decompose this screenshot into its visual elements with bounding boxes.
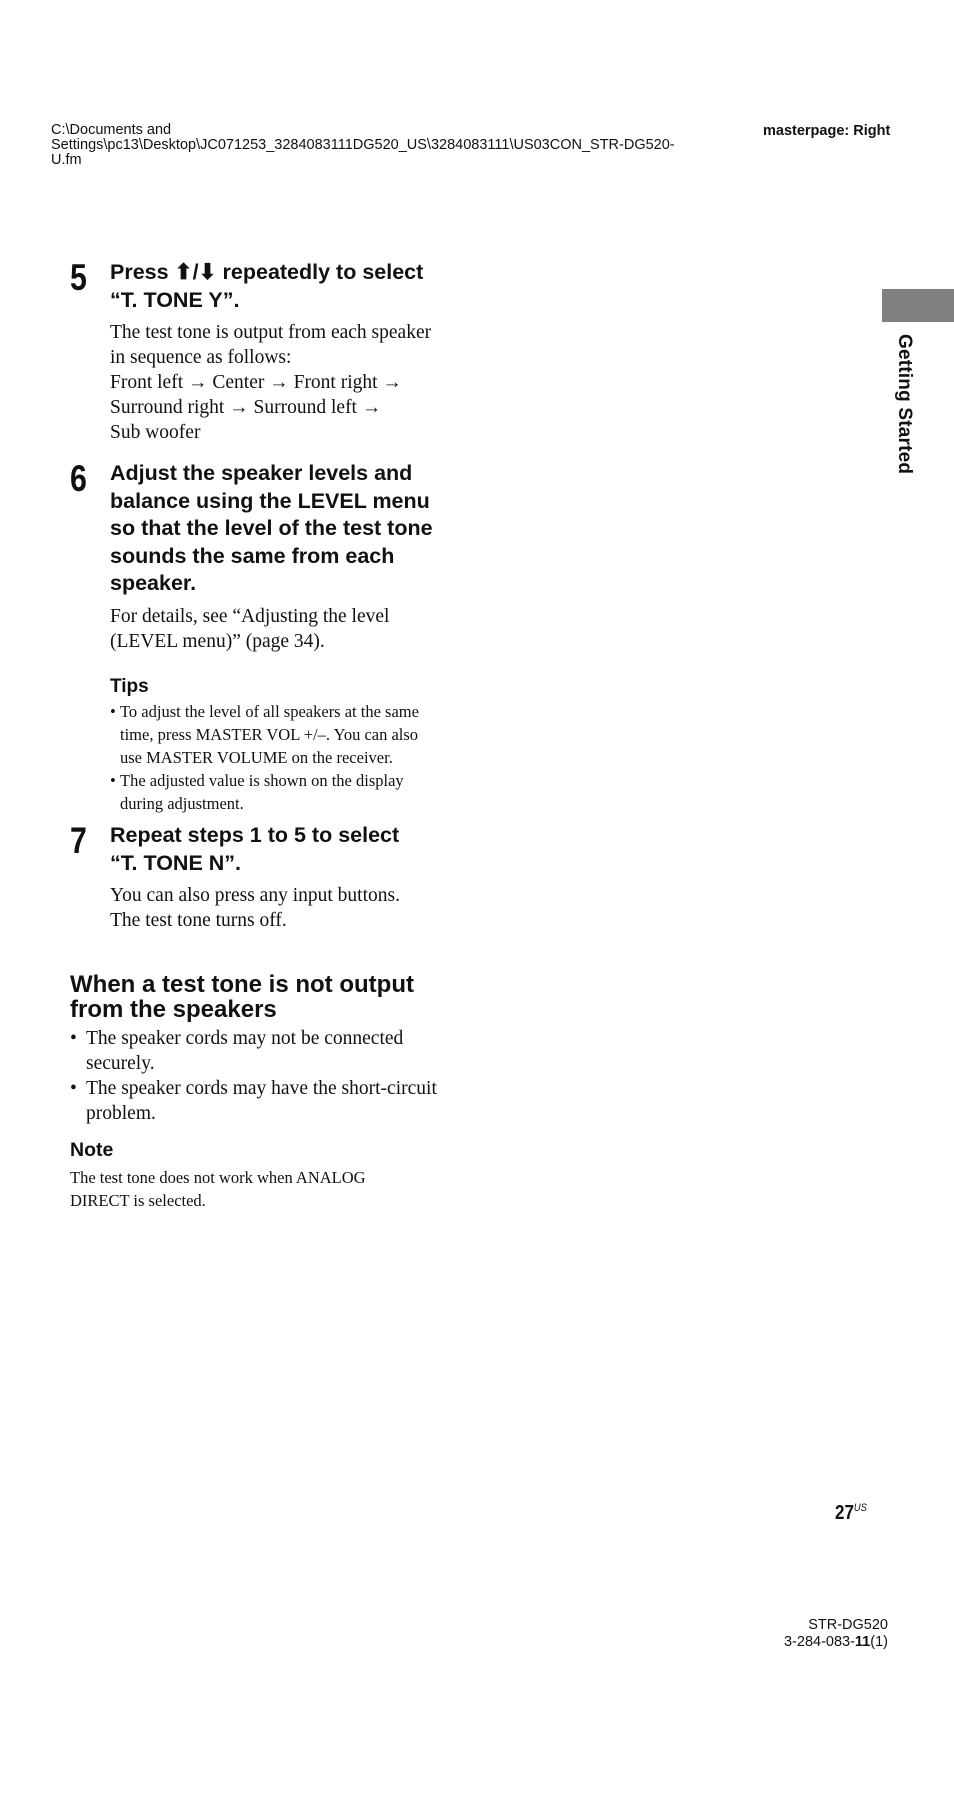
step-title-line: “T. TONE N”. — [110, 850, 242, 875]
step-body-line: Front left → Center → Front right → — [110, 372, 402, 393]
section-tab-label: Getting Started — [894, 334, 915, 475]
step-body-line: in sequence as follows: — [110, 347, 292, 368]
footer — [784, 1617, 888, 1651]
footer-model: STR-DG520 — [808, 1617, 888, 1633]
masterpage-label: masterpage: Right — [763, 123, 891, 139]
step-title-line: speaker. — [110, 571, 197, 595]
step-title-line: sounds the same from each — [110, 543, 395, 568]
tip-line: The adjusted value is shown on the display — [120, 771, 404, 790]
list-item — [70, 1026, 470, 1076]
step-7 — [70, 822, 460, 933]
step-number: 5 — [70, 257, 87, 298]
step-6 — [70, 460, 460, 654]
tip-line: use MASTER VOLUME on the receiver. — [120, 748, 393, 767]
note-body — [70, 1166, 430, 1212]
step-5 — [70, 259, 460, 445]
section-heading-line: from the speakers — [70, 996, 277, 1023]
step-title-line: “T. TONE Y”. — [110, 287, 240, 312]
page-number-value: 27 — [835, 1502, 854, 1524]
step-body-line: (LEVEL menu)” (page 34). — [110, 630, 325, 652]
tips-heading: Tips — [110, 676, 149, 697]
file-path-line: Settings\pc13\Desktop\JC071253_3284083111DG520_US\3284083111\US03CON_STR-DG520- — [51, 137, 675, 153]
tip-item — [110, 769, 460, 815]
step-title — [110, 460, 460, 598]
bullet-icon: • — [70, 1028, 77, 1049]
file-path-header — [51, 123, 751, 168]
step-body-line: Surround right → Surround left → — [110, 397, 382, 418]
step-body-line: Sub woofer — [110, 422, 201, 443]
footer-code-prefix: 3-284-083- — [783, 1634, 855, 1650]
step-body-line: You can also press any input buttons. — [110, 885, 400, 906]
step-body — [110, 883, 460, 933]
step-title-line: Adjust the speaker levels and — [110, 461, 413, 485]
list-item-line: problem. — [86, 1103, 156, 1124]
step-body — [110, 320, 460, 445]
step-body-line: The test tone is output from each speaker — [110, 322, 432, 343]
footer-code — [784, 1634, 888, 1651]
tip-line: To adjust the level of all speakers at the same — [120, 702, 419, 721]
section-heading-line: When a test tone is not output — [70, 971, 414, 998]
tips-list — [110, 700, 460, 815]
tip-line: time, press MASTER VOL +/–. You can also — [120, 725, 419, 744]
footer-code-bold: 11 — [854, 1634, 871, 1650]
step-number: 7 — [70, 820, 87, 861]
page-number — [835, 1502, 867, 1525]
list-item-line: securely. — [86, 1053, 155, 1074]
file-path-line: U.fm — [51, 152, 82, 168]
footer-code-suffix: (1) — [870, 1634, 888, 1650]
tip-line: during adjustment. — [120, 794, 244, 813]
list-item-line: The speaker cords may have the short-circuit — [86, 1078, 437, 1099]
bullet-icon: • — [110, 771, 116, 790]
step-title-line: so that the level of the test tone — [110, 516, 433, 540]
bullet-icon: • — [70, 1078, 77, 1099]
step-title-line: Press ⬆/⬇ repeatedly to select — [110, 260, 424, 284]
note-line: DIRECT is selected. — [70, 1191, 206, 1210]
step-body-line: The test tone turns off. — [110, 910, 287, 931]
bullet-icon: • — [110, 702, 116, 721]
note-heading: Note — [70, 1139, 114, 1161]
file-path-line: C:\Documents and — [51, 122, 172, 138]
step-title — [110, 259, 460, 314]
list-item — [70, 1076, 470, 1126]
note-line: The test tone does not work when ANALOG — [70, 1168, 366, 1187]
step-number: 6 — [70, 458, 87, 499]
tip-item — [110, 700, 460, 769]
page-number-suffix: US — [853, 1502, 867, 1514]
step-title-line: balance using the LEVEL menu — [110, 488, 430, 513]
step-title-line: Repeat steps 1 to 5 to select — [110, 823, 400, 847]
list-item-line: The speaker cords may not be connected — [86, 1028, 404, 1049]
section-heading — [70, 972, 470, 1022]
section-list — [70, 1026, 470, 1126]
step-title — [110, 822, 460, 877]
step-body-line: For details, see “Adjusting the level — [110, 605, 390, 627]
section-tab-marker — [882, 289, 954, 322]
step-body — [110, 604, 460, 654]
